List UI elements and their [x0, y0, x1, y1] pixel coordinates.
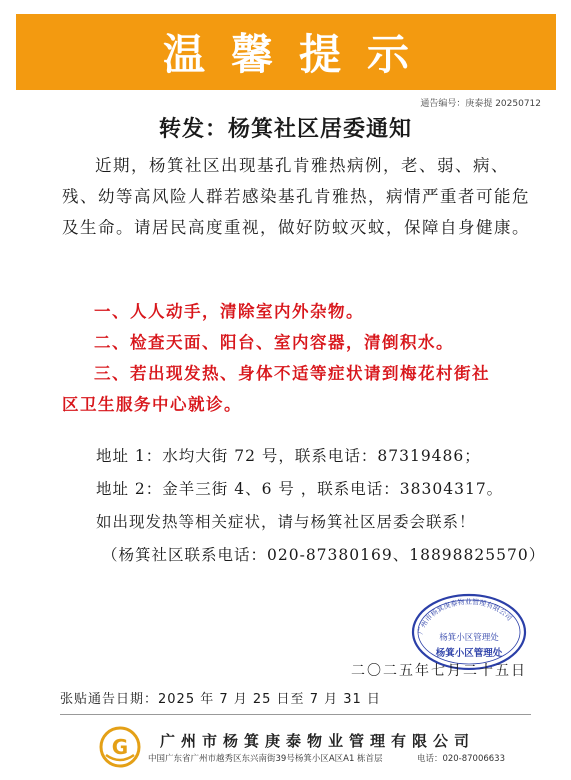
company-address: 中国广东省广州市越秀区东兴南街39号杨箕小区A区A1 栋首层: [148, 754, 383, 764]
measures-list: [62, 296, 535, 420]
measure-item-2: 二、检查天面、阳台、室内容器，清倒积水。: [94, 333, 454, 352]
signature-date: 二〇二五年七月二十五日: [351, 663, 527, 679]
company-phone: 电话：020-87006633: [416, 754, 505, 764]
notice-body: 近期，杨箕社区出现基孔肯雅热病例，老、弱、病、残、幼等高风险人群若感染基孔肯雅热，病情严重者可能危及生命。请居民高度重视，做好防蚊灭蚊，保障自身健康。: [62, 156, 530, 237]
notice-headline: 转发：杨箕社区居委通知: [158, 116, 412, 142]
contact-section: [96, 440, 546, 572]
measure-item-3-line2: 区卫生服务中心就诊。: [62, 395, 242, 414]
address-2: 地址 2：金羊三街 4、6 号 ，联系电话：38304317。: [96, 480, 504, 498]
logo-letter: G: [111, 735, 129, 759]
seal-ring-text: 广州市杨箕庚泰物业管理有限公司: [416, 597, 514, 636]
measure-item-3-line1: 三、若出现发热、身体不适等症状请到梅花村街社: [94, 364, 490, 383]
footer-divider: [60, 714, 531, 715]
contact-advice: 如出现发热等相关症状，请与杨箕社区居委会联系！: [96, 513, 476, 531]
official-seal-stamp: [408, 588, 530, 670]
banner-title: 温馨提示: [162, 30, 435, 79]
seal-center-text: 杨箕小区管理处: [435, 648, 503, 659]
company-logo-icon: [98, 725, 142, 769]
posting-period: 张贴通告日期：2025 年 7 月 25 日至 7 月 31 日: [60, 692, 381, 707]
address-1: 地址 1：水均大街 72 号，联系电话：87319486；: [96, 447, 481, 465]
measure-item-1: 一、人人动手，清除室内外杂物。: [94, 302, 364, 321]
header-banner: [16, 14, 556, 90]
company-name: 广州市杨箕庚泰物业管理有限公司: [160, 732, 476, 750]
seal-inner-text: 杨箕小区管理处: [439, 633, 499, 643]
community-phone: （杨箕社区联系电话：020-87380169、18898825570）: [102, 546, 546, 564]
notice-number: 通告编号：庚泰提 20250712: [420, 99, 541, 109]
